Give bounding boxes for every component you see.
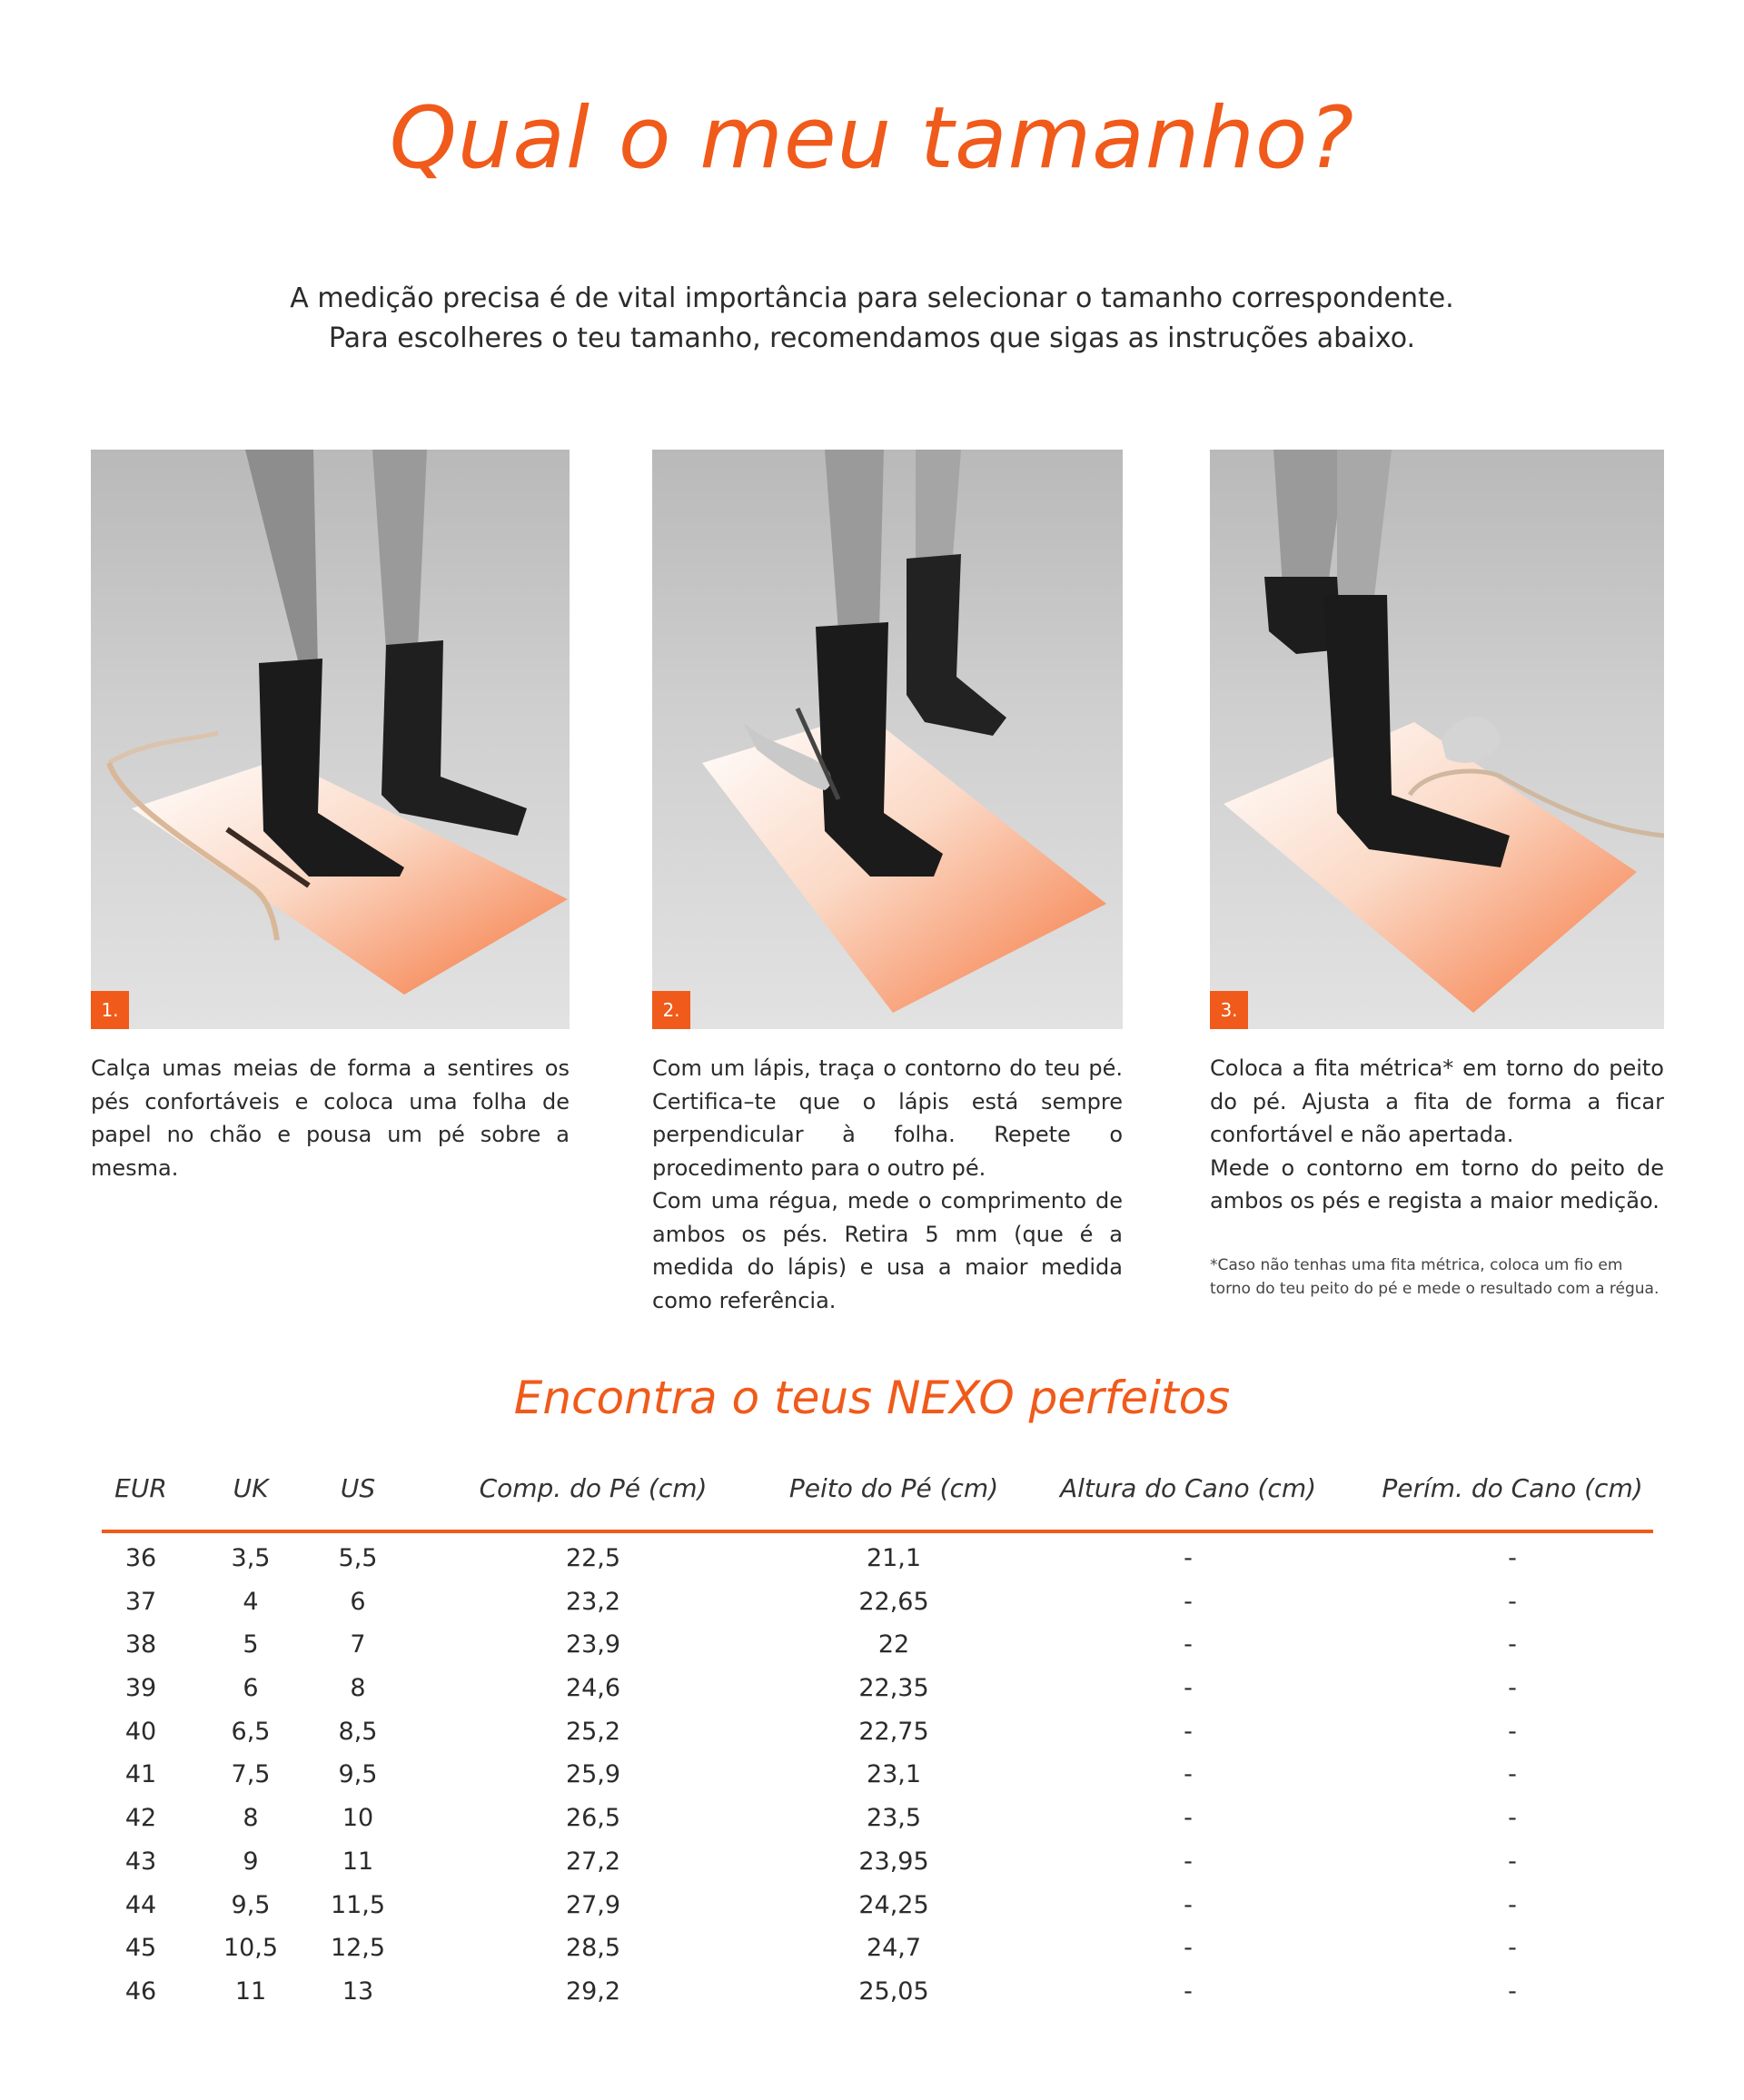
cell-shaft-circumference: - — [1508, 1890, 1517, 1919]
table-row — [102, 1760, 1655, 1804]
header-us: US — [340, 1473, 376, 1503]
table-row — [102, 1934, 1655, 1977]
step-1-photo — [91, 450, 570, 1029]
intro-text — [0, 279, 1744, 359]
cell-us: 8,5 — [338, 1717, 378, 1746]
table-header-row — [102, 1473, 1655, 1530]
step-1-badge: 1. — [91, 991, 129, 1029]
cell-foot-length: 27,9 — [565, 1890, 621, 1919]
cell-shaft-circumference: - — [1508, 1760, 1517, 1789]
cell-instep: 22,75 — [858, 1717, 929, 1746]
table-row — [102, 1891, 1655, 1935]
cell-eur: 41 — [124, 1760, 157, 1789]
cell-foot-length: 22,5 — [565, 1544, 621, 1572]
cell-foot-length: 29,2 — [565, 1976, 621, 2006]
cell-shaft-circumference: - — [1508, 1717, 1517, 1746]
cell-eur: 38 — [124, 1630, 157, 1659]
cell-instep: 22,65 — [858, 1587, 929, 1616]
cell-instep: 25,05 — [858, 1976, 929, 2006]
size-table-title: Encontra o teus NEXO perfeitos — [513, 1372, 1231, 1424]
table-row — [102, 1718, 1655, 1761]
cell-us: 11,5 — [330, 1890, 386, 1919]
cell-instep: 24,7 — [866, 1934, 922, 1963]
cell-shaft-height: - — [1184, 1847, 1193, 1876]
cell-shaft-height: - — [1184, 1976, 1193, 2006]
cell-instep: 22,35 — [858, 1674, 929, 1703]
cell-shaft-circumference: - — [1508, 1587, 1517, 1616]
cell-uk: 8 — [243, 1804, 259, 1833]
table-row — [102, 1674, 1655, 1718]
step-2-badge: 2. — [652, 991, 690, 1029]
cell-uk: 3,5 — [231, 1544, 271, 1572]
cell-uk: 11 — [234, 1976, 267, 2006]
cell-us: 8 — [350, 1674, 366, 1703]
header-instep: Peito do Pé (cm) — [788, 1473, 999, 1503]
cell-shaft-height: - — [1184, 1630, 1193, 1659]
cell-uk: 10,5 — [223, 1934, 279, 1963]
cell-foot-length: 26,5 — [565, 1804, 621, 1833]
cell-uk: 6 — [243, 1674, 259, 1703]
footnote: *Caso não tenhas uma fita métrica, coloca um fio em torno do teu peito do pé e mede o resultado com a régua. — [1210, 1256, 1660, 1298]
header-divider — [102, 1530, 1653, 1533]
cell-us: 10 — [342, 1804, 374, 1833]
cell-uk: 7,5 — [231, 1760, 271, 1789]
table-row — [102, 1977, 1655, 2021]
cell-shaft-circumference: - — [1508, 1976, 1517, 2006]
cell-us: 11 — [342, 1847, 374, 1876]
header-uk: UK — [233, 1473, 269, 1503]
cell-shaft-height: - — [1184, 1544, 1193, 1572]
step-3-text: Coloca a fita métrica* em torno do peito do pé. Ajusta a fita de forma a ficar confortável e não apertada. Mede o contorno em torno do peito de ambos os pés e regista a maior medição. — [1210, 1055, 1664, 1213]
cell-foot-length: 24,6 — [565, 1674, 621, 1703]
cell-shaft-height: - — [1184, 1804, 1193, 1833]
table-row — [102, 1630, 1655, 1674]
cell-instep: 23,1 — [866, 1760, 922, 1789]
page-title: Qual o meu tamanho? — [389, 89, 1355, 188]
table-row — [102, 1847, 1655, 1891]
cell-eur: 36 — [124, 1544, 157, 1572]
cell-uk: 9,5 — [231, 1890, 271, 1919]
cell-shaft-height: - — [1184, 1760, 1193, 1789]
intro-line-2: Para escolheres o teu tamanho, recomendamos que sigas as instruções abaixo. — [328, 322, 1416, 354]
cell-foot-length: 25,2 — [565, 1717, 621, 1746]
cell-shaft-circumference: - — [1508, 1544, 1517, 1572]
header-foot-length: Comp. do Pé (cm) — [479, 1473, 708, 1503]
cell-us: 5,5 — [338, 1544, 378, 1572]
cell-shaft-circumference: - — [1508, 1804, 1517, 1833]
cell-us: 9,5 — [338, 1760, 378, 1789]
cell-us: 12,5 — [330, 1934, 386, 1963]
step-1-text: Calça umas meias de forma a sentires os pés confortáveis e coloca uma folha de papel no chão e pousa um pé sobre a mesma. — [91, 1055, 570, 1181]
cell-shaft-circumference: - — [1508, 1630, 1517, 1659]
size-table-header — [102, 1473, 1655, 1530]
cell-shaft-height: - — [1184, 1890, 1193, 1919]
size-table-body — [102, 1544, 1655, 2021]
header-shaft-height: Altura do Cano (cm) — [1059, 1473, 1317, 1503]
cell-eur: 37 — [124, 1587, 157, 1616]
cell-uk: 9 — [243, 1847, 259, 1876]
cell-foot-length: 23,2 — [565, 1587, 621, 1616]
cell-instep: 21,1 — [866, 1544, 922, 1572]
cell-shaft-height: - — [1184, 1674, 1193, 1703]
cell-shaft-circumference: - — [1508, 1934, 1517, 1963]
step-3-photo — [1210, 450, 1664, 1029]
cell-eur: 39 — [124, 1674, 157, 1703]
cell-instep: 23,95 — [858, 1847, 929, 1876]
cell-shaft-height: - — [1184, 1717, 1193, 1746]
step-2-text: Com um lápis, traça o contorno do teu pé. Certifica–te que o lápis está sempre perpendicular à folha. Repete o procedimento para o outro pé. Com uma régua, mede o comprimento de ambos os pés. Retira 5 mm (que é a medida do lápis) e usa a maior medida como referência. — [652, 1055, 1123, 1313]
cell-instep: 22 — [877, 1630, 910, 1659]
table-row — [102, 1544, 1655, 1588]
cell-foot-length: 28,5 — [565, 1934, 621, 1963]
cell-shaft-circumference: - — [1508, 1674, 1517, 1703]
step-3-badge: 3. — [1210, 991, 1248, 1029]
cell-eur: 44 — [124, 1890, 157, 1919]
cell-eur: 43 — [124, 1847, 157, 1876]
table-row — [102, 1588, 1655, 1631]
cell-us: 13 — [342, 1976, 374, 2006]
cell-instep: 23,5 — [866, 1804, 922, 1833]
header-shaft-circumference: Perím. do Cano (cm) — [1382, 1473, 1643, 1503]
cell-eur: 42 — [124, 1804, 157, 1833]
cell-uk: 6,5 — [231, 1717, 271, 1746]
cell-uk: 5 — [243, 1630, 259, 1659]
cell-foot-length: 23,9 — [565, 1630, 621, 1659]
cell-eur: 45 — [124, 1934, 157, 1963]
cell-shaft-height: - — [1184, 1934, 1193, 1963]
step-2-photo — [652, 450, 1123, 1029]
cell-shaft-circumference: - — [1508, 1847, 1517, 1876]
header-eur: EUR — [114, 1473, 167, 1503]
cell-us: 7 — [350, 1630, 366, 1659]
cell-foot-length: 27,2 — [565, 1847, 621, 1876]
cell-uk: 4 — [243, 1587, 259, 1616]
cell-eur: 40 — [124, 1717, 157, 1746]
cell-eur: 46 — [124, 1976, 157, 2006]
cell-instep: 24,25 — [858, 1890, 929, 1919]
intro-line-1: A medição precisa é de vital importância para selecionar o tamanho correspondente. — [290, 282, 1454, 314]
cell-foot-length: 25,9 — [565, 1760, 621, 1789]
table-row — [102, 1804, 1655, 1847]
cell-us: 6 — [350, 1587, 366, 1616]
cell-shaft-height: - — [1184, 1587, 1193, 1616]
